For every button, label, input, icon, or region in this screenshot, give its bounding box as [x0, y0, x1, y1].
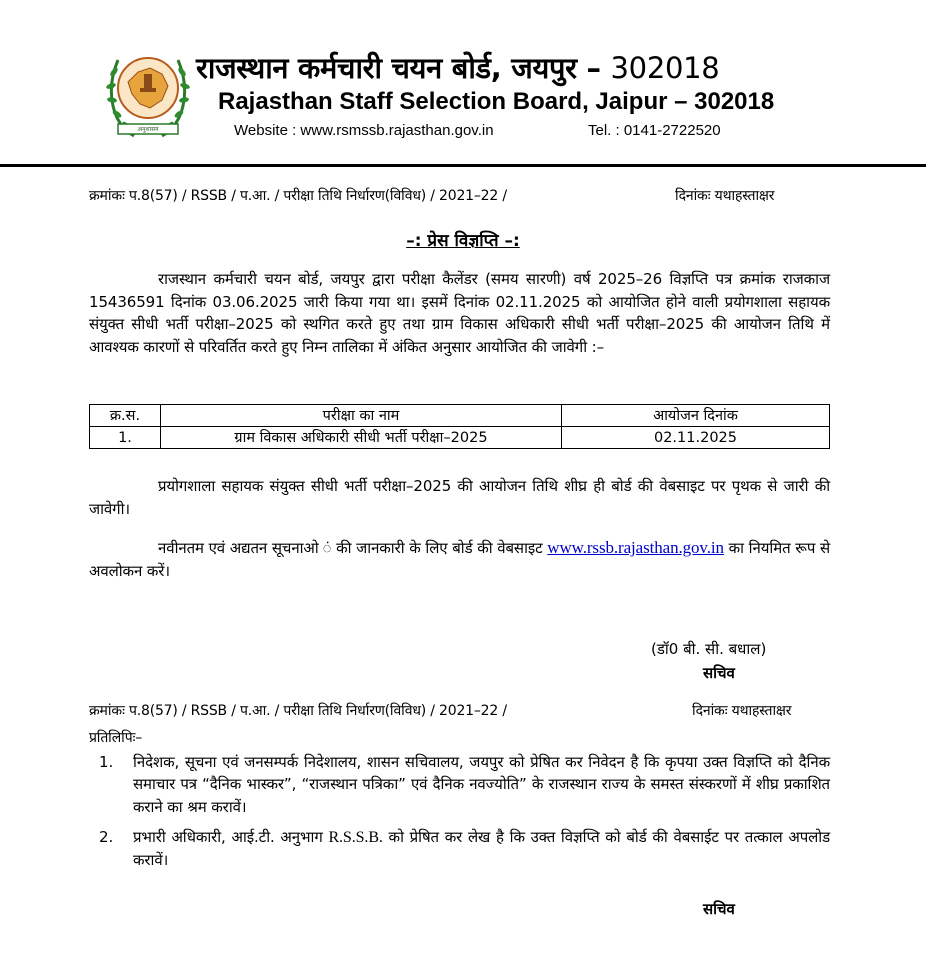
table-header-cell: क्र.स. [90, 405, 161, 427]
rssb-emblem [104, 38, 192, 150]
postponement-paragraph: प्रयोगशाला सहायक संयुक्त सीधी भर्ती परीक्षा–2025 की आयोजन तिथि शीघ्र ही बोर्ड की वेबसाइट पर पृथक से जारी की जावेगी। [89, 477, 830, 518]
header-divider [0, 164, 926, 167]
table-header-cell: आयोजन दिनांक [562, 405, 830, 427]
signatory-designation: सचिव [703, 664, 735, 682]
table-row [90, 427, 830, 449]
table-header-row [90, 405, 830, 427]
signatory-designation-2: सचिव [703, 900, 735, 918]
website-paragraph: नवीनतम एवं अद्यतन सूचनाओ ं की जानकारी के लिए बोर्ड की वेबसाइट www.rssb.rajasthan.gov.in का नियमित रूप से अवलोकन करें। [89, 538, 830, 580]
main-paragraph: राजस्थान कर्मचारी चयन बोर्ड, जयपुर द्वारा परीक्षा कैलेंडर (समय सारणी) वर्ष 2025–26 विज्ञप्ति पत्र क्रमांक राजकाज 15436591 दिनांक 03.06.2025 जारी किया गया था। इसमें दिनांक 02.11.2025 को आयोजित होने वाली प्रयोगशाला सहायक संयुक्त सीधी भर्ती परीक्षा–2025 को स्थगित करते हुए तथा ग्राम विकास अधिकारी सीधी भर्ती परीक्षा–2025 की आयोजन तिथि में आवश्यक कारणों से परिवर्तित करते हुए निम्न तालिका में अंकित अनुसार आयोजित की जावेगी :– [89, 270, 830, 356]
copy-to-list [89, 751, 830, 879]
reference-number: क्रमांकः प.8(57) / RSSB / प.आ. / परीक्षा तिथि निर्धारण(विविध) / 2021–22 / [89, 188, 507, 204]
table-cell: 1. [90, 427, 161, 449]
signatory-name: (डॉ0 बी. सी. बधाल) [651, 640, 767, 658]
board-title-english: Rajasthan Staff Selection Board, Jaipur – 302018 [218, 88, 775, 115]
emblem-motto: अनुशासन [137, 126, 159, 133]
website-text: Website : www.rsmssb.rajasthan.gov.in [234, 122, 494, 139]
board-title-hindi: राजस्थान कर्मचारी चयन बोर्ड, जयपुर – 302018 [196, 51, 720, 85]
table-header-cell: परीक्षा का नाम [161, 405, 562, 427]
rssb-website-link[interactable]: www.rssb.rajasthan.gov.in [547, 538, 724, 557]
reference-date-2: दिनांकः यथाहस्ताक्षर [692, 703, 792, 719]
table-cell: ग्राम विकास अधिकारी सीधी भर्ती परीक्षा–2025 [161, 427, 562, 449]
reference-number-2: क्रमांकः प.8(57) / RSSB / प.आ. / परीक्षा तिथि निर्धारण(विविध) / 2021–22 / [89, 703, 507, 719]
copy-to-label: प्रतिलिपिः– [89, 730, 143, 746]
pincode: 302018 [610, 51, 720, 85]
reference-date: दिनांकः यथाहस्ताक्षर [675, 188, 775, 204]
phone-text: Tel. : 0141-2722520 [588, 122, 721, 139]
table-cell: 02.11.2025 [562, 427, 830, 449]
list-item: 2. प्रभारी अधिकारी, आई.टी. अनुभाग R.S.S.B. को प्रेषित कर लेख है कि उक्त विज्ञप्ति को बोर्ड की वेबसाईट पर तत्काल अपलोड करावें। [99, 827, 830, 870]
exam-schedule-table [89, 404, 830, 449]
press-release-heading: –: प्रेस विज्ञप्ति –: [406, 231, 520, 251]
list-item: 1. निदेशक, सूचना एवं जनसम्पर्क निदेशालय, शासन सचिवालय, जयपुर को प्रेषित कर निवेदन है कि कृपया उक्त विज्ञप्ति को दैनिक समाचार पत्र “दैनिक भास्कर”, “राजस्थान पत्रिका” एवं दैनिक नवज्योति” के राजस्थान राज्य के समस्त संस्करणों में शीघ्र प्रकाशित कराने का श्रम करावें। [99, 753, 830, 816]
